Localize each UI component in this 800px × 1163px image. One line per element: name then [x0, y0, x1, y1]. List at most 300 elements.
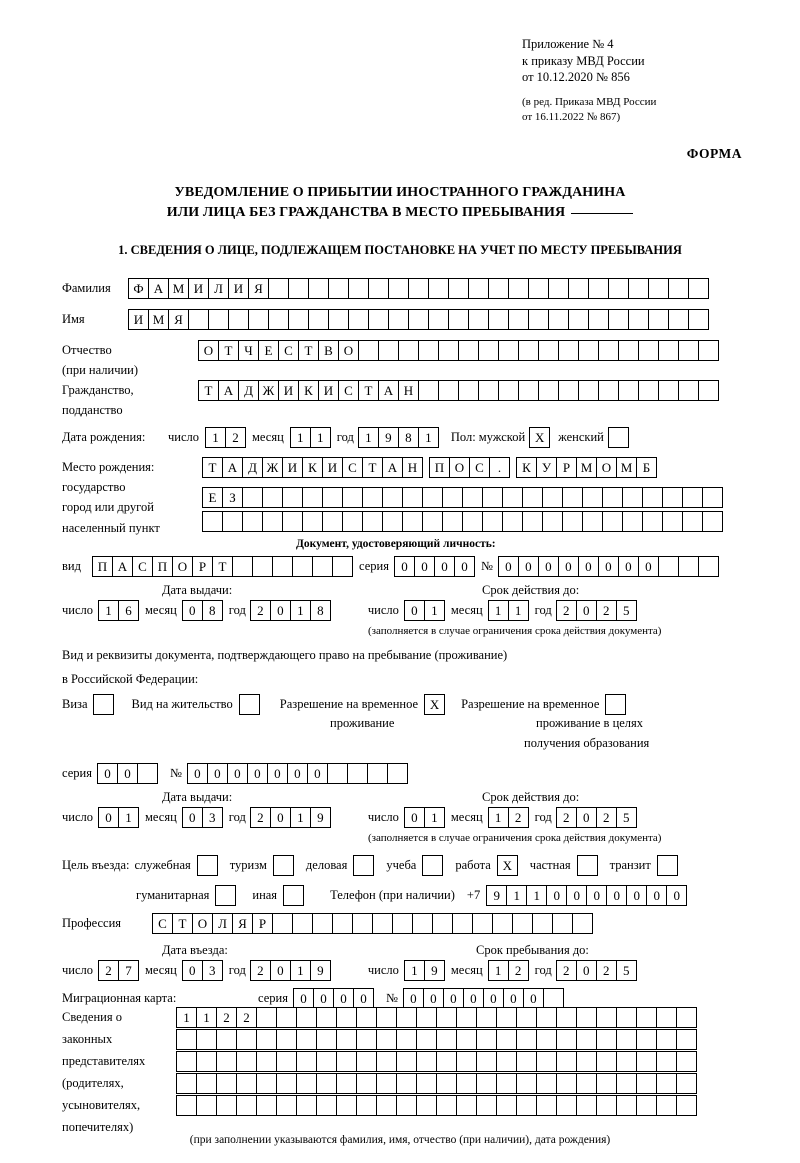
purpose-tourism-checkbox[interactable]	[273, 855, 294, 876]
permit-issue-day-input[interactable]	[98, 807, 138, 828]
char-cell[interactable]	[662, 487, 683, 508]
char-cell[interactable]	[418, 340, 439, 361]
char-cell[interactable]	[376, 1007, 397, 1028]
char-cell[interactable]	[272, 913, 293, 934]
char-cell[interactable]	[478, 380, 499, 401]
char-cell[interactable]	[608, 309, 629, 330]
char-cell[interactable]	[502, 511, 523, 532]
char-cell[interactable]: 2	[556, 807, 577, 828]
char-cell[interactable]	[676, 1051, 697, 1072]
char-cell[interactable]	[296, 1073, 317, 1094]
char-cell[interactable]	[658, 380, 679, 401]
char-cell[interactable]	[532, 913, 553, 934]
char-cell[interactable]: 0	[270, 807, 291, 828]
char-cell[interactable]	[236, 1029, 257, 1050]
purpose-business-checkbox[interactable]	[353, 855, 374, 876]
char-cell[interactable]	[543, 988, 564, 1009]
char-cell[interactable]	[336, 1007, 357, 1028]
profession-input[interactable]	[152, 913, 592, 934]
char-cell[interactable]	[616, 1095, 637, 1116]
char-cell[interactable]	[382, 511, 403, 532]
char-cell[interactable]: А	[112, 556, 133, 577]
char-cell[interactable]: К	[302, 457, 323, 478]
char-cell[interactable]	[556, 1051, 577, 1072]
char-cell[interactable]	[588, 309, 609, 330]
char-cell[interactable]	[262, 511, 283, 532]
char-cell[interactable]: 1	[290, 600, 311, 621]
doc-valid-year-input[interactable]	[556, 600, 636, 621]
char-cell[interactable]	[288, 309, 309, 330]
char-cell[interactable]	[496, 1095, 517, 1116]
char-cell[interactable]	[362, 487, 383, 508]
stay-month-input[interactable]	[488, 960, 528, 981]
birthplace-city-input-cont2[interactable]	[202, 511, 722, 532]
char-cell[interactable]: 2	[596, 807, 617, 828]
doc-issue-day-input[interactable]	[98, 600, 138, 621]
residence-permit-checkbox[interactable]	[239, 694, 260, 715]
char-cell[interactable]	[396, 1007, 417, 1028]
char-cell[interactable]	[398, 340, 419, 361]
char-cell[interactable]	[516, 1051, 537, 1072]
char-cell[interactable]	[137, 763, 158, 784]
char-cell[interactable]: 0	[313, 988, 334, 1009]
char-cell[interactable]: 9	[310, 960, 331, 981]
char-cell[interactable]	[518, 340, 539, 361]
char-cell[interactable]	[492, 913, 513, 934]
char-cell[interactable]: 2	[508, 807, 529, 828]
birthplace-city-input-cont[interactable]	[202, 487, 722, 508]
migration-series-input[interactable]	[293, 988, 373, 1009]
char-cell[interactable]	[476, 1007, 497, 1028]
char-cell[interactable]	[276, 1007, 297, 1028]
char-cell[interactable]	[536, 1073, 557, 1094]
char-cell[interactable]	[348, 309, 369, 330]
char-cell[interactable]	[378, 340, 399, 361]
char-cell[interactable]	[402, 511, 423, 532]
surname-input[interactable]	[128, 278, 708, 299]
char-cell[interactable]: 3	[202, 960, 223, 981]
char-cell[interactable]: 1	[290, 427, 311, 448]
char-cell[interactable]	[678, 556, 699, 577]
char-cell[interactable]	[462, 511, 483, 532]
char-cell[interactable]	[668, 309, 689, 330]
char-cell[interactable]	[348, 278, 369, 299]
char-cell[interactable]	[482, 487, 503, 508]
char-cell[interactable]: 1	[118, 807, 139, 828]
char-cell[interactable]: 2	[596, 960, 617, 981]
char-cell[interactable]	[216, 1029, 237, 1050]
char-cell[interactable]	[596, 1095, 617, 1116]
purpose-transit-checkbox[interactable]	[657, 855, 678, 876]
legal-rep-input-5[interactable]	[176, 1095, 696, 1116]
legal-rep-input-4[interactable]	[176, 1073, 696, 1094]
char-cell[interactable]: О	[596, 457, 617, 478]
char-cell[interactable]	[656, 1029, 677, 1050]
char-cell[interactable]	[296, 1051, 317, 1072]
char-cell[interactable]: 9	[310, 807, 331, 828]
char-cell[interactable]: 1	[205, 427, 226, 448]
char-cell[interactable]: 0	[423, 988, 444, 1009]
purpose-study-checkbox[interactable]	[422, 855, 443, 876]
char-cell[interactable]	[618, 340, 639, 361]
char-cell[interactable]	[548, 309, 569, 330]
char-cell[interactable]	[536, 1051, 557, 1072]
char-cell[interactable]	[336, 1073, 357, 1094]
char-cell[interactable]	[636, 1051, 657, 1072]
stay-year-input[interactable]	[556, 960, 636, 981]
char-cell[interactable]	[196, 1029, 217, 1050]
char-cell[interactable]	[576, 1051, 597, 1072]
char-cell[interactable]	[698, 380, 719, 401]
entry-day-input[interactable]	[98, 960, 138, 981]
char-cell[interactable]	[176, 1073, 197, 1094]
char-cell[interactable]	[536, 1095, 557, 1116]
char-cell[interactable]	[432, 913, 453, 934]
char-cell[interactable]	[688, 309, 709, 330]
char-cell[interactable]: Е	[202, 487, 223, 508]
char-cell[interactable]: П	[92, 556, 113, 577]
char-cell[interactable]: 0	[463, 988, 484, 1009]
char-cell[interactable]: 0	[333, 988, 354, 1009]
edu-residence-checkbox[interactable]	[605, 694, 626, 715]
char-cell[interactable]	[582, 487, 603, 508]
char-cell[interactable]: И	[282, 457, 303, 478]
char-cell[interactable]: И	[318, 380, 339, 401]
purpose-service-checkbox[interactable]	[197, 855, 218, 876]
char-cell[interactable]: 2	[508, 960, 529, 981]
char-cell[interactable]: А	[378, 380, 399, 401]
char-cell[interactable]	[456, 1073, 477, 1094]
char-cell[interactable]	[596, 1051, 617, 1072]
char-cell[interactable]	[616, 1051, 637, 1072]
char-cell[interactable]: Т	[202, 457, 223, 478]
char-cell[interactable]	[216, 1051, 237, 1072]
char-cell[interactable]	[656, 1007, 677, 1028]
char-cell[interactable]	[702, 511, 723, 532]
char-cell[interactable]: Т	[212, 556, 233, 577]
legal-rep-input-2[interactable]	[176, 1029, 696, 1050]
char-cell[interactable]	[302, 487, 323, 508]
char-cell[interactable]: С	[469, 457, 490, 478]
char-cell[interactable]	[236, 1073, 257, 1094]
char-cell[interactable]	[456, 1051, 477, 1072]
char-cell[interactable]	[296, 1095, 317, 1116]
char-cell[interactable]	[678, 340, 699, 361]
char-cell[interactable]	[316, 1007, 337, 1028]
char-cell[interactable]	[508, 278, 529, 299]
char-cell[interactable]: П	[429, 457, 450, 478]
char-cell[interactable]	[528, 309, 549, 330]
char-cell[interactable]	[376, 1095, 397, 1116]
char-cell[interactable]	[332, 913, 353, 934]
char-cell[interactable]: 0	[270, 600, 291, 621]
char-cell[interactable]: 0	[207, 763, 228, 784]
char-cell[interactable]: 2	[556, 960, 577, 981]
char-cell[interactable]: О	[192, 913, 213, 934]
char-cell[interactable]	[656, 1051, 677, 1072]
char-cell[interactable]	[528, 278, 549, 299]
char-cell[interactable]: 1	[506, 885, 527, 906]
char-cell[interactable]	[618, 380, 639, 401]
char-cell[interactable]	[682, 487, 703, 508]
char-cell[interactable]: М	[616, 457, 637, 478]
char-cell[interactable]	[442, 511, 463, 532]
permit-number-input[interactable]	[187, 763, 407, 784]
char-cell[interactable]	[236, 1095, 257, 1116]
char-cell[interactable]	[462, 487, 483, 508]
char-cell[interactable]: 5	[616, 600, 637, 621]
char-cell[interactable]	[628, 309, 649, 330]
char-cell[interactable]: Т	[172, 913, 193, 934]
char-cell[interactable]: 0	[586, 885, 607, 906]
char-cell[interactable]: 0	[606, 885, 627, 906]
char-cell[interactable]: 0	[293, 988, 314, 1009]
char-cell[interactable]	[582, 511, 603, 532]
char-cell[interactable]	[428, 309, 449, 330]
char-cell[interactable]: Я	[168, 309, 189, 330]
char-cell[interactable]: 0	[227, 763, 248, 784]
char-cell[interactable]	[302, 511, 323, 532]
char-cell[interactable]	[368, 309, 389, 330]
char-cell[interactable]	[502, 487, 523, 508]
char-cell[interactable]	[418, 380, 439, 401]
char-cell[interactable]: 7	[118, 960, 139, 981]
char-cell[interactable]	[596, 1029, 617, 1050]
char-cell[interactable]: 1	[358, 427, 379, 448]
char-cell[interactable]	[367, 763, 388, 784]
char-cell[interactable]: С	[342, 457, 363, 478]
char-cell[interactable]	[396, 1029, 417, 1050]
char-cell[interactable]	[436, 1095, 457, 1116]
char-cell[interactable]: 2	[98, 960, 119, 981]
char-cell[interactable]	[256, 1007, 277, 1028]
char-cell[interactable]: 0	[307, 763, 328, 784]
char-cell[interactable]	[636, 1007, 657, 1028]
char-cell[interactable]	[242, 487, 263, 508]
char-cell[interactable]: 0	[98, 807, 119, 828]
permit-valid-day-input[interactable]	[404, 807, 444, 828]
char-cell[interactable]	[358, 340, 379, 361]
char-cell[interactable]	[248, 309, 269, 330]
char-cell[interactable]	[428, 278, 449, 299]
char-cell[interactable]	[308, 278, 329, 299]
char-cell[interactable]: 0	[558, 556, 579, 577]
char-cell[interactable]	[176, 1029, 197, 1050]
char-cell[interactable]	[602, 487, 623, 508]
char-cell[interactable]	[568, 278, 589, 299]
char-cell[interactable]	[342, 511, 363, 532]
char-cell[interactable]	[268, 309, 289, 330]
char-cell[interactable]	[542, 511, 563, 532]
char-cell[interactable]	[676, 1007, 697, 1028]
char-cell[interactable]	[442, 487, 463, 508]
char-cell[interactable]	[576, 1029, 597, 1050]
char-cell[interactable]	[356, 1029, 377, 1050]
char-cell[interactable]	[576, 1073, 597, 1094]
char-cell[interactable]: М	[168, 278, 189, 299]
char-cell[interactable]: 5	[616, 960, 637, 981]
char-cell[interactable]	[478, 340, 499, 361]
char-cell[interactable]: Т	[362, 457, 383, 478]
char-cell[interactable]	[368, 278, 389, 299]
char-cell[interactable]: 1	[310, 427, 331, 448]
char-cell[interactable]	[496, 1029, 517, 1050]
char-cell[interactable]	[416, 1029, 437, 1050]
char-cell[interactable]	[322, 511, 343, 532]
char-cell[interactable]	[556, 1095, 577, 1116]
char-cell[interactable]	[602, 511, 623, 532]
char-cell[interactable]: 0	[404, 600, 425, 621]
char-cell[interactable]	[216, 1073, 237, 1094]
char-cell[interactable]	[356, 1007, 377, 1028]
sex-female-checkbox[interactable]	[608, 427, 629, 448]
char-cell[interactable]: 0	[576, 600, 597, 621]
char-cell[interactable]	[387, 763, 408, 784]
char-cell[interactable]	[196, 1095, 217, 1116]
char-cell[interactable]	[356, 1073, 377, 1094]
char-cell[interactable]: 0	[566, 885, 587, 906]
char-cell[interactable]	[276, 1095, 297, 1116]
char-cell[interactable]	[458, 340, 479, 361]
char-cell[interactable]	[272, 556, 293, 577]
char-cell[interactable]: 0	[182, 960, 203, 981]
birth-day-input[interactable]	[205, 427, 245, 448]
char-cell[interactable]	[222, 511, 243, 532]
char-cell[interactable]	[468, 309, 489, 330]
char-cell[interactable]: 1	[98, 600, 119, 621]
char-cell[interactable]	[516, 1073, 537, 1094]
doc-valid-month-input[interactable]	[488, 600, 528, 621]
temp-residence-checkbox[interactable]: X	[424, 694, 445, 715]
char-cell[interactable]: 2	[556, 600, 577, 621]
char-cell[interactable]	[656, 1073, 677, 1094]
char-cell[interactable]	[436, 1007, 457, 1028]
name-input[interactable]	[128, 309, 708, 330]
char-cell[interactable]: 0	[538, 556, 559, 577]
char-cell[interactable]: 0	[578, 556, 599, 577]
purpose-other-checkbox[interactable]	[283, 885, 304, 906]
char-cell[interactable]: Д	[242, 457, 263, 478]
char-cell[interactable]	[416, 1073, 437, 1094]
char-cell[interactable]	[188, 309, 209, 330]
char-cell[interactable]: С	[132, 556, 153, 577]
char-cell[interactable]	[636, 1095, 657, 1116]
char-cell[interactable]	[598, 340, 619, 361]
char-cell[interactable]	[516, 1095, 537, 1116]
doc-number-input[interactable]	[498, 556, 718, 577]
char-cell[interactable]: 2	[216, 1007, 237, 1028]
char-cell[interactable]: Т	[358, 380, 379, 401]
char-cell[interactable]	[498, 340, 519, 361]
char-cell[interactable]	[328, 309, 349, 330]
char-cell[interactable]: С	[278, 340, 299, 361]
char-cell[interactable]	[456, 1095, 477, 1116]
char-cell[interactable]	[308, 309, 329, 330]
visa-checkbox[interactable]	[93, 694, 114, 715]
char-cell[interactable]	[362, 511, 383, 532]
char-cell[interactable]	[436, 1073, 457, 1094]
char-cell[interactable]: 5	[616, 807, 637, 828]
doc-kind-input[interactable]	[92, 556, 352, 577]
char-cell[interactable]	[436, 1029, 457, 1050]
char-cell[interactable]	[327, 763, 348, 784]
legal-rep-input-1[interactable]	[176, 1007, 696, 1028]
entry-month-input[interactable]	[182, 960, 222, 981]
char-cell[interactable]	[562, 511, 583, 532]
char-cell[interactable]: 2	[225, 427, 246, 448]
char-cell[interactable]	[542, 487, 563, 508]
char-cell[interactable]: 0	[546, 885, 567, 906]
char-cell[interactable]: 1	[290, 807, 311, 828]
char-cell[interactable]: 0	[666, 885, 687, 906]
char-cell[interactable]	[568, 309, 589, 330]
char-cell[interactable]	[336, 1029, 357, 1050]
char-cell[interactable]	[292, 556, 313, 577]
char-cell[interactable]	[562, 487, 583, 508]
char-cell[interactable]	[556, 1007, 577, 1028]
char-cell[interactable]	[556, 1073, 577, 1094]
char-cell[interactable]: 0	[270, 960, 291, 981]
char-cell[interactable]: 2	[250, 807, 271, 828]
char-cell[interactable]	[558, 340, 579, 361]
char-cell[interactable]: 0	[618, 556, 639, 577]
birth-year-input[interactable]	[358, 427, 438, 448]
char-cell[interactable]	[698, 556, 719, 577]
char-cell[interactable]: 2	[250, 960, 271, 981]
char-cell[interactable]: 0	[638, 556, 659, 577]
char-cell[interactable]	[276, 1029, 297, 1050]
char-cell[interactable]	[608, 278, 629, 299]
char-cell[interactable]: 0	[117, 763, 138, 784]
char-cell[interactable]	[312, 556, 333, 577]
char-cell[interactable]	[702, 487, 723, 508]
char-cell[interactable]: 1	[488, 807, 509, 828]
char-cell[interactable]	[682, 511, 703, 532]
char-cell[interactable]	[316, 1051, 337, 1072]
char-cell[interactable]: Т	[298, 340, 319, 361]
char-cell[interactable]	[316, 1073, 337, 1094]
char-cell[interactable]	[438, 340, 459, 361]
char-cell[interactable]	[242, 511, 263, 532]
char-cell[interactable]: 0	[503, 988, 524, 1009]
char-cell[interactable]	[538, 340, 559, 361]
char-cell[interactable]	[456, 1029, 477, 1050]
char-cell[interactable]: 2	[596, 600, 617, 621]
sex-male-checkbox[interactable]: X	[529, 427, 550, 448]
char-cell[interactable]: Ж	[258, 380, 279, 401]
char-cell[interactable]: И	[128, 309, 149, 330]
char-cell[interactable]	[436, 1051, 457, 1072]
char-cell[interactable]	[488, 309, 509, 330]
char-cell[interactable]	[296, 1007, 317, 1028]
char-cell[interactable]: 0	[404, 807, 425, 828]
char-cell[interactable]: О	[172, 556, 193, 577]
char-cell[interactable]	[288, 278, 309, 299]
char-cell[interactable]: Р	[192, 556, 213, 577]
char-cell[interactable]: Д	[238, 380, 259, 401]
char-cell[interactable]	[642, 487, 663, 508]
char-cell[interactable]	[396, 1051, 417, 1072]
char-cell[interactable]	[336, 1051, 357, 1072]
char-cell[interactable]	[196, 1073, 217, 1094]
char-cell[interactable]: С	[152, 913, 173, 934]
char-cell[interactable]	[448, 309, 469, 330]
char-cell[interactable]: 0	[353, 988, 374, 1009]
char-cell[interactable]	[376, 1073, 397, 1094]
char-cell[interactable]: М	[148, 309, 169, 330]
birthplace-settlement-type-input[interactable]	[429, 457, 509, 478]
char-cell[interactable]: Ч	[238, 340, 259, 361]
